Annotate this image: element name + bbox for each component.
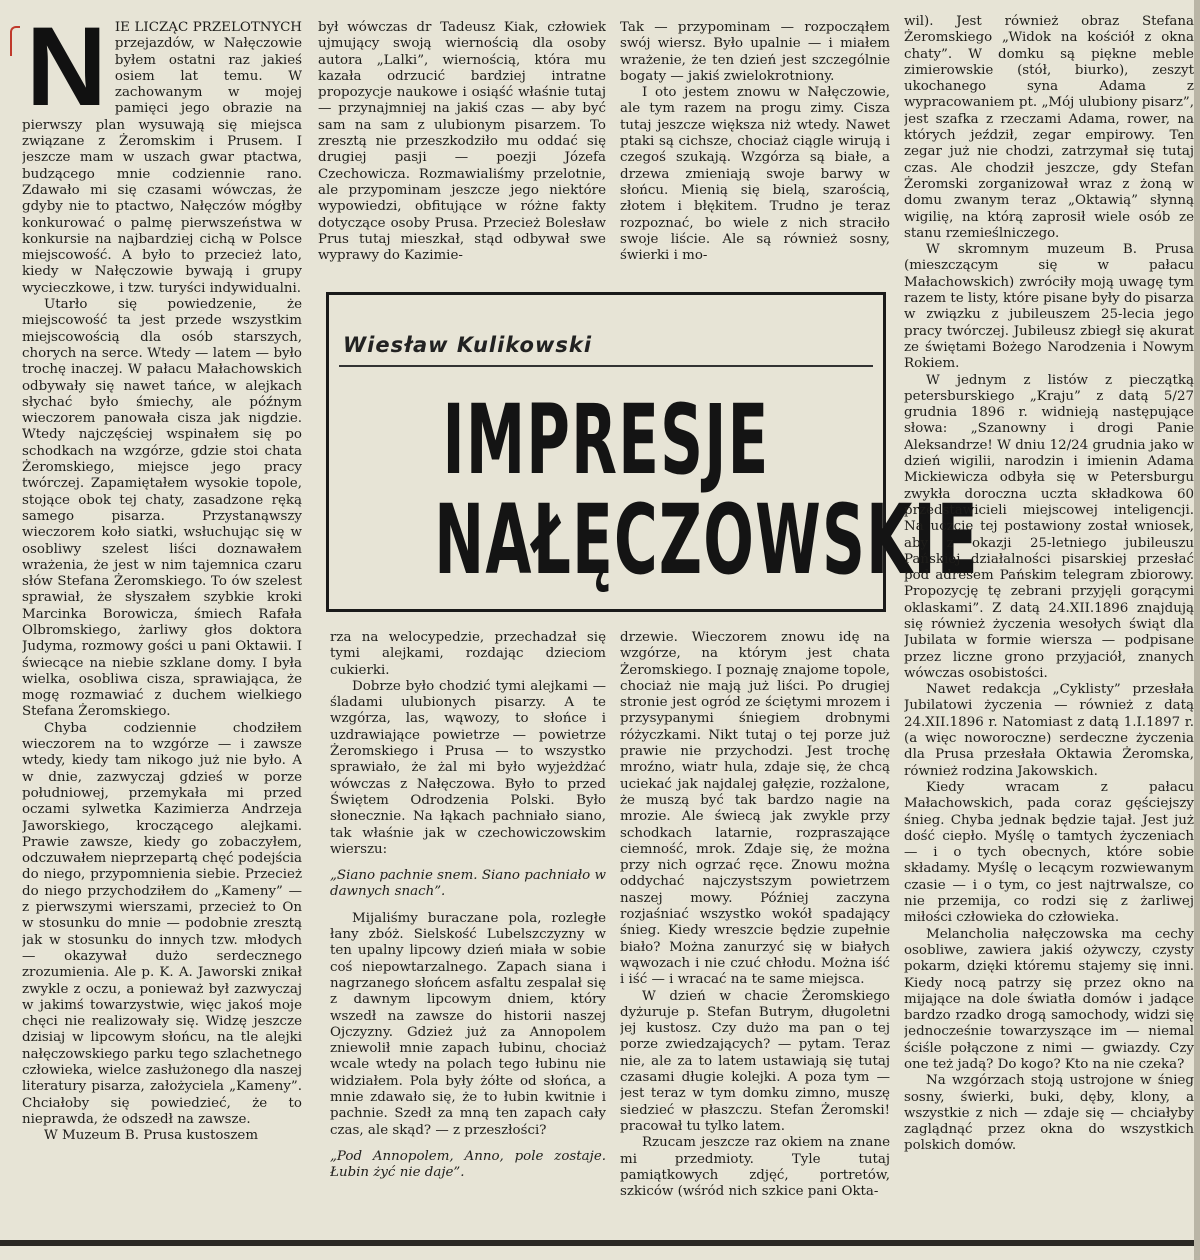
paragraph: Nawet redakcja „Cyklisty” przesłała Jubilatowi życzenia — również z datą 24.XII.1896 r. Natomiast z datą 1.I.1897 r. (a więc noworoczne) serdeczne życzenia dla Prusa przesłała Oktawia Żeromska, również rodzina Jakowskich. [904,682,1194,779]
paragraph: Utarło się powiedzenie, że miejscowość ta jest przede wszystkim miejscowością dla osób starszych, chorych na serce. Wtedy — latem — było trochę inaczej. W pałacu Małachowskich odbywały się nawet tańce, w alejkach słychać było śmiechy, ale późnym wieczorem panowała cisza jak nigdzie. Wtedy najczęściej wspinałem się po schodkach na wzgórze, gdzie stoi chata Żeromskiego, miejsce jego pracy twórczej. Zapamiętałem wysokie topole, stojące obok tej chaty, zasadzone ręką samego pisarza. Przystanąwszy wieczorem koło siatki, wsłuchując się w osobliwy szelest liści doznawałem wrażenia, że jest w nim tajemnica czaru słów Stefana Żeromskiego. To ów szelest sprawiał, że słyszałem szybkie kroki Marcinka Borowicza, śmiech Rafała Olbromskiego, żarliwy głos doktora Judyma, rozmowy gości u pani Oktawii. I świecące na niebie szklane domy. I była wielka, osobliwa cisza, sprawiająca, że mogę rozmawiać z duchem wielkiego Stefana Żeromskiego. [22,297,302,720]
column-3-bottom [620,630,890,1235]
paragraph: Melancholia nałęczowska ma cechy osobliwe, zawiera jakiś ożywczy, czysty pokarm, dzięki któremu stajemy się inni. Kiedy nocą patrzy się przez okno na mijające na dole światła domów i jadące bardzo rzadko drogą samochody, widzi się jednocześnie towarzyszące im — niemal ściśle połączone z nimi — gwiazdy. Czy one też jadą? Do kogo? Kto na nie czeka? [904,926,1194,1072]
page-edge [1194,0,1200,1260]
paragraph: Na wzgórzach stoją ustrojone w śnieg sosny, świerki, buki, dęby, klony, a wszystkie z nich — zdaje się — chciałyby zaglądnąć przez okna do wszystkich polskich domów. [904,1073,1194,1154]
paragraph: Mijaliśmy buraczane pola, rozległe łany zbóż. Sielskość Lubelszczyzny w ten upalny lipcowy dzień miała w sobie coś niepowtarzalnego. Zapach siana i nagrzanego słońcem asfaltu zespalał się z dawnym lipcowym dniem, który wszedł na zawsze do historii naszej Ojczyzny. Gdzież już za Annopolem zniewolił mnie zapach łubinu, chociaż wcale wtedy na polach tego łubinu nie widziałem. Pola były żółte od słońca, a mnie zdawało się, że to łubin kwitnie i pachnie. Szedł za mną ten zapach cały czas, ale skąd? — z przeszłości? [330,910,606,1138]
paragraph: I oto jestem znowu w Nałęczowie, ale tym razem na progu zimy. Cisza tutaj jeszcze większa niż wtedy. Nawet ptaki są cichsze, chociaż ciągle wirują i czegoś szukają. Wzgórza są białe, a drzewa zmieniają swoje barwy w słońcu. Mienią się bielą, szarością, złotem i błękitem. Trudno je teraz rozpoznać, bo wiele z nich straciło swoje liście. Ale są również sosny, świerki i mo- [620,85,890,264]
headline-line-2: NAŁĘCZOWSKIE [434,484,979,596]
column-3-top [620,20,890,268]
author-byline: Wiesław Kulikowski [343,333,593,357]
byline-rule [339,365,873,367]
paragraph: W jednym z listów z pieczątką petersburskiego „Kraju” z datą 5/27 grudnia 1896 r. widnieją następujące słowa: „Szanowny i drogi Panie Aleksandrze! W dniu 12/24 grudnia jako w dzień wigilii, narodzin i imienin Adama Mickiewicza odbyła się w Petersburgu zwykła doroczna uczta składkowa 60 przedstawicieli miejscowej inteligencji. Na uczcie tej postawiony został wniosek, aby z okazji 25-letniego jubileuszu Pańskiej działalności pisarskiej przesłać pod adresem Pańskim telegram zbiorowy. Propozycję tę zebrani przyjęli gorącymi oklaskami”. Z datą 24.XII.1896 znajdują się również życzenia wesołych świąt dla Jubilata w formie wiersza — podpisane przez liczne grono przyjaciół, znanych wówczas osobistości. [904,372,1194,681]
poem-quote: „Pod Annopolem, Anno, pole zostaje. Łubin żyć nie daje”. [330,1148,606,1181]
column-2-top [318,20,606,268]
paragraph: drzewie. Wieczorem znowu idę na wzgórze, na którym jest chata Żeromskiego. I poznaję znajome topole, chociaż nie mają już liści. Po drugiej stronie jest ogród ze ściętymi mrozem i przysypanymi śniegiem drobnymi różyczkami. Nikt tutaj o tej porze już prawie nie przychodzi. Jest trochę mroźno, wiatr hula, zdaje się, że chcą uciekać jak najdalej gałęzie, rozżalone, że muszą być tak bardzo nagie na mrozie. Ale świecą jak zwykle przy schodkach latarnie, rozpraszające ciemność, mrok. Zdaje się, że można przy nich ogrzać ręce. Znowu można oddychać najczystszym powietrzem naszej mowy. Później zaczyna rozjaśniać wszystko wokół spadający śnieg. Kiedy wreszcie będzie zupełnie biało? Można zanurzyć się w białych wąwozach i nie czuć chłodu. Można iść i iść — i wracać na te same miejsca. [620,630,890,988]
paragraph: W Muzeum B. Prusa kustoszem [44,1128,259,1144]
poem-quote: „Siano pachnie snem. Siano pachniało w dawnych snach”. [330,868,606,900]
paragraph: Chyba codziennie chodziłem wieczorem na to wzgórze — i zawsze wtedy, kiedy tam nikogo już nie było. A w dnie, zazwyczaj gdzieś w porze południowej, przemykała mi przed oczami sylwetka Kazimierza Andrzeja Jaworskiego, kroczącego alejkami. Prawie zawsze, kiedy go zobaczyłem, odczuwałem nieprzepartą chęć podejścia do niego, przypomnienia siebie. Przecież do niego przychodziłem do „Kameny” — z pierwszymi wierszami, przecież to On w stosunku do mnie — podobnie zresztą jak w stosunku do innych tzw. młodych — okazywał dużo serdecznego zrozumienia. Ale p. K. A. Jaworski znikał zwykle z oczu, a ponieważ był zazwyczaj w jakimś towarzystwie, więc jakoś moje chęci nie realizowały się. Widzę jeszcze dzisiaj w lipcowym słońcu, na tle alejki nałęczowskiego parku tego szlachetnego człowieka, wielce zasłużonego dla naszej literatury pisarza, założyciela „Kameny”. Chciałoby się powiedzieć, że to nieprawda, że odszedł na zawsze. [22,720,302,1127]
paragraph: IE LICZĄC PRZELOTNYCH przejazdów, w Nałęczowie byłem ostatni raz jakieś osiem lat temu. W zachowanym w mojej pamięci jego obrazie na pierwszy plan wysuwają się miejsca związane z Żeromskim i Prusem. I jeszcze mam w uszach gwar ptactwa, budzącego mnie codziennie rano. Zdawało mi się czasami wówczas, że gdyby nie to ptactwo, Nałęczów mógłby konkurować o palmę pierwszeństwa w konkursie na najbardziej cichą w Polsce miejscowość. A było to przecież lato, kiedy w Nałęczowie bywają i grupy wycieczkowe, i tzw. turyści indywidualni. [22,20,302,296]
bottom-rule [0,1240,1200,1246]
paragraph: wil). Jest również obraz Stefana Żeromskiego „Widok na kościół z okna chaty”. W domku są piękne meble zimierowskie (stół, biurko), zeszyt ukochanego syna Adama z wypracowaniem pt. „Mój ulubiony pisarz”, jest szafka z rzeczami Adama, rower, na których jeździł, zegar empirowy. Ten zegar już nie chodzi, zatrzymał się tutaj czas. Ale chodził jeszcze, gdy Stefan Żeromski zorganizował wraz z żoną w domu zwanym teraz „Oktawią” słynną wigilię, na którą zaprosił wiele osób ze stanu rzemieślniczego. [904,14,1194,241]
headline-line-1: IMPRESJE [442,384,770,496]
paragraph: Tak — przypominam — rozpocząłem swój wiersz. Było upalnie — i miałem wrażenie, że ten dzień jest szczególnie bogaty — jakiś zwielokrotniony. [620,20,890,84]
paragraph: W skromnym muzeum B. Prusa (mieszczącym się w pałacu Małachowskich) zwróciły moją uwagę tym razem te listy, które pisane były do pisarza w związku z jubileuszem 25-lecia jego pracy twórczej. Jubileusz zbiegł się akurat ze świętami Bożego Narodzenia i Nowym Rokiem. [904,242,1194,372]
column-2-bottom [330,630,606,1235]
column-4 [904,14,1194,1234]
headline-box [326,292,979,612]
paragraph: był wówczas dr Tadeusz Kiak, człowiek ujmujący swoją wiernością dla osoby autora „Lalki”, wiernością, która mu kazała odrzucić bardziej intratne propozycje naukowe i osiąść właśnie tutaj — przynajmniej na jakiś czas — aby być sam na sam z ulubionym pisarzem. To zresztą nie przeszkodziło mu oddać się drugiej pasji — poezji Józefa Czechowicza. Rozmawialiśmy przelotnie, ale przypominam jeszcze jego niektóre wypowiedzi, obfitujące w różne fakty dotyczące osoby Prusa. Przecież Bolesław Prus tutaj mieszkał, stąd odbywał swe wyprawy do Kazimie- [318,20,606,264]
pen-mark [10,26,20,56]
column-1 [22,20,302,1235]
paragraph: Rzucam jeszcze raz okiem na znane mi przedmioty. Tyle tutaj pamiątkowych zdjęć, portretów, szkiców (wśród nich szkice pani Okta- [620,1135,890,1200]
drop-cap: N [26,20,107,129]
paragraph: Dobrze było chodzić tymi alejkami — śladami ulubionych pisarzy. A te wzgórza, las, wąwozy, to słońce i uzdrawiające powietrze — powietrze Żeromskiego i Prusa — to wszystko sprawiało, że żal mi było wyjeżdżać wówczas z Nałęczowa. Było to przed Świętem Odrodzenia Polski. Było słonecznie. Na łąkach pachniało siano, tak właśnie jak w czechowiczowskim wierszu: [330,678,606,857]
paragraph: rza na welocypedzie, przechadzał się tymi alejkami, rozdając dzieciom cukierki. [330,630,606,678]
paragraph: Kiedy wracam z pałacu Małachowskich, pada coraz gęściejszy śnieg. Chyba jednak będzie tajał. Jest już dość ciepło. Myślę o tamtych życzeniach — i o tych obecnych, które sobie składamy. Myślę o lecącym rozwiewanym czasie — i o tym, co jest najtrwalsze, co nie przemija, co rodzi się z żarliwej miłości człowieka do człowieka. [904,779,1194,926]
paragraph: W dzień w chacie Żeromskiego dyżuruje p. Stefan Butrym, długoletni jej kustosz. Czy dużo ma pan o tej porze zwiedzających? — pytam. Teraz nie, ale za to latem ustawiają się tutaj czasami długie kolejki. A poza tym — jest teraz w tym domku zimno, muszę siedzieć w płaszczu. Stefan Żeromski! pracował tu tylko latem. [620,988,890,1134]
